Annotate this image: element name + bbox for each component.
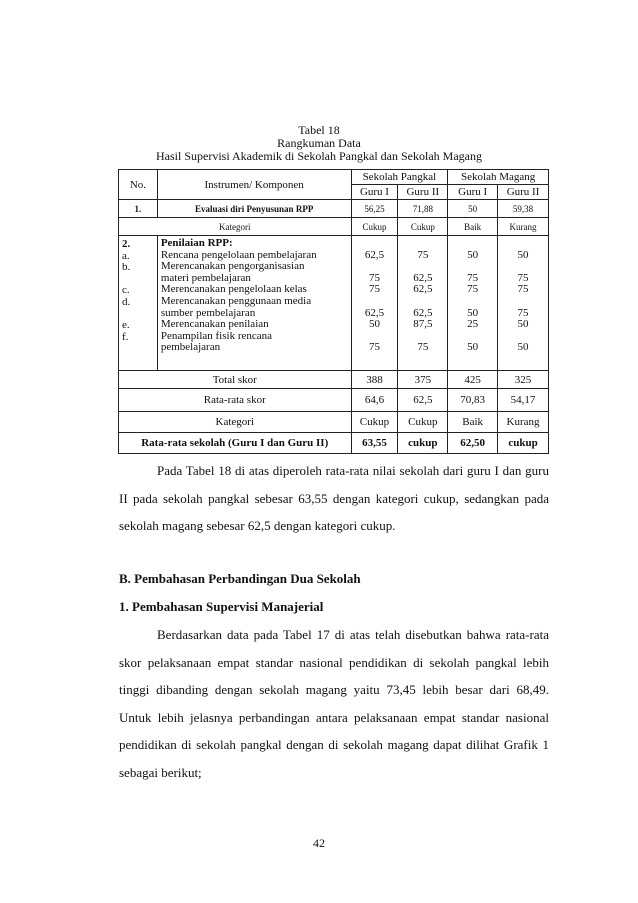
table-cell: Baik	[448, 218, 498, 236]
header-teacher: Guru II	[498, 185, 549, 200]
score-column	[398, 236, 448, 371]
score-value: 50	[517, 318, 529, 331]
component-line: Rencana pengelolaan pembelajaran	[160, 248, 317, 261]
row-label: Kategori	[119, 412, 352, 433]
item-letter: a.	[122, 249, 130, 262]
header-school-pangkal: Sekolah Pangkal	[351, 170, 448, 185]
score-value: 50	[517, 341, 529, 354]
table-cell: 50	[448, 200, 498, 218]
component-list-cell	[157, 236, 351, 371]
table-cell: 71,88	[398, 200, 448, 218]
component-line: Merencanakan pengelolaan kelas	[160, 283, 307, 296]
header-row	[119, 170, 549, 185]
table-row	[119, 389, 549, 412]
score-value: 87,5	[413, 318, 433, 331]
header-component: Instrumen/ Komponen	[157, 170, 351, 200]
header-teacher: Guru I	[351, 185, 398, 200]
component-line: sumber pembelajaran	[160, 306, 256, 319]
header-teacher: Guru II	[398, 185, 448, 200]
component-line: pembelajaran	[160, 341, 221, 354]
score-value: 50	[517, 248, 529, 261]
table-cell: cukup	[398, 433, 448, 454]
table-cell: Cukup	[398, 412, 448, 433]
score-value: 75	[467, 283, 479, 296]
score-value: 75	[368, 271, 380, 284]
score-value: 50	[467, 341, 479, 354]
item-letter: e.	[122, 319, 130, 332]
score-value: 62,5	[413, 306, 433, 319]
score-value: 75	[368, 341, 380, 354]
component-line: Merencanakan pengorganisasian	[160, 260, 305, 273]
table-cell: Cukup	[351, 218, 398, 236]
score-value	[355, 296, 395, 308]
item-letter: d.	[122, 295, 131, 308]
table-cell: 62,5	[398, 389, 448, 412]
component-title: Penilaian RPP:	[160, 237, 233, 249]
table-cell: Cukup	[351, 412, 398, 433]
paragraph-summary: Pada Tabel 18 di atas diperoleh rata-rata nilai sekolah dari guru I dan guru II pada sekolah pangkal sebesar 63,55 dengan kategori cukup, sedangkan pada sekolah magang sebesar 62,5 dengan kategori cukup.	[119, 463, 549, 533]
page-number: 42	[313, 836, 325, 850]
score-value	[451, 296, 494, 308]
row-label: Kategori	[119, 218, 352, 236]
score-value: 62,5	[364, 248, 385, 261]
table-cell: 375	[398, 371, 448, 389]
score-value: 50	[467, 306, 479, 319]
score-value: 75	[517, 306, 529, 319]
score-value: 75	[417, 341, 429, 354]
score-column	[448, 236, 498, 371]
score-value: 75	[517, 283, 529, 296]
row-no: 1.	[119, 200, 158, 218]
score-value: 62,5	[413, 283, 433, 296]
row-label: Rata-rata skor	[119, 389, 352, 412]
item-letter: f.	[122, 330, 129, 343]
table-row	[119, 200, 549, 218]
item-letter: b.	[122, 261, 131, 274]
table-cell: 70,83	[448, 389, 498, 412]
table-number: Tabel 18	[298, 123, 340, 137]
table-row	[119, 218, 549, 236]
paragraph-discussion: Berdasarkan data pada Tabel 17 di atas telah disebutkan bahwa rata-rata skor pelaksanaan empat standar nasional pendidikan di sekolah pangkal lebih tinggi dibanding dengan sekolah magang yaitu 73,45 lebih besar dari 68,49. Untuk lebih jelasnya perbandingan antara pelaksanaan empat standar nasional pendidikan di sekolah pangkal dengan di sekolah magang dapat dilihat Grafik 1 sebagai berikut;	[119, 627, 549, 780]
component-line: Penampilan fisik rencana	[160, 329, 273, 342]
row-label: Total skor	[119, 371, 352, 389]
score-value: 50	[368, 318, 380, 331]
row-label: Evaluasi diri Penyusunan RPP	[157, 200, 351, 218]
table-cell: 425	[448, 371, 498, 389]
table-cell: cukup	[498, 433, 549, 454]
component-line: Merencanakan penggunaan media	[160, 294, 312, 307]
table-cell: 54,17	[498, 389, 549, 412]
score-value: 62,5	[413, 271, 433, 284]
score-column	[351, 236, 398, 371]
table-row	[119, 412, 549, 433]
score-value: 50	[467, 248, 479, 261]
score-value	[401, 296, 444, 308]
header-teacher: Guru I	[448, 185, 498, 200]
table-cell: Baik	[448, 412, 498, 433]
score-value: 75	[368, 283, 380, 296]
score-value: 75	[517, 271, 529, 284]
score-column	[498, 236, 549, 371]
section-heading: B. Pembahasan Perbandingan Dua Sekolah	[119, 571, 361, 586]
item-letter: c.	[122, 284, 130, 297]
table-cell: 56,25	[351, 200, 398, 218]
table-subtitle: Hasil Supervisi Akademik di Sekolah Pangkal dan Sekolah Magang	[156, 149, 482, 163]
row-label: Rata-rata sekolah (Guru I dan Guru II)	[119, 433, 352, 454]
table-row	[119, 371, 549, 389]
score-value: 75	[467, 271, 479, 284]
component-line: materi pembelajaran	[160, 271, 251, 284]
summary-table	[118, 169, 549, 454]
table-cell: 325	[498, 371, 549, 389]
score-value	[501, 296, 545, 308]
score-value: 62,5	[364, 306, 385, 319]
table-cell: 62,50	[448, 433, 498, 454]
header-school-magang: Sekolah Magang	[448, 170, 549, 185]
table-cell: Kurang	[498, 218, 549, 236]
table-cell: 64,6	[351, 389, 398, 412]
row-no: 2.	[122, 238, 131, 250]
table-cell: 59,38	[498, 200, 549, 218]
subsection-heading: 1. Pembahasan Supervisi Manajerial	[119, 599, 324, 614]
table-row	[119, 433, 549, 454]
table-row	[119, 236, 549, 371]
table-cell: 388	[351, 371, 398, 389]
table-cell: Kurang	[498, 412, 549, 433]
table-cell: 63,55	[351, 433, 398, 454]
score-value: 75	[417, 248, 429, 261]
table-title: Rangkuman Data	[277, 136, 361, 150]
header-no: No.	[119, 170, 158, 200]
score-value: 25	[467, 318, 479, 331]
row-no-cell	[119, 236, 158, 371]
table-cell: Cukup	[398, 218, 448, 236]
component-line: Merencanakan penilaian	[160, 318, 269, 331]
